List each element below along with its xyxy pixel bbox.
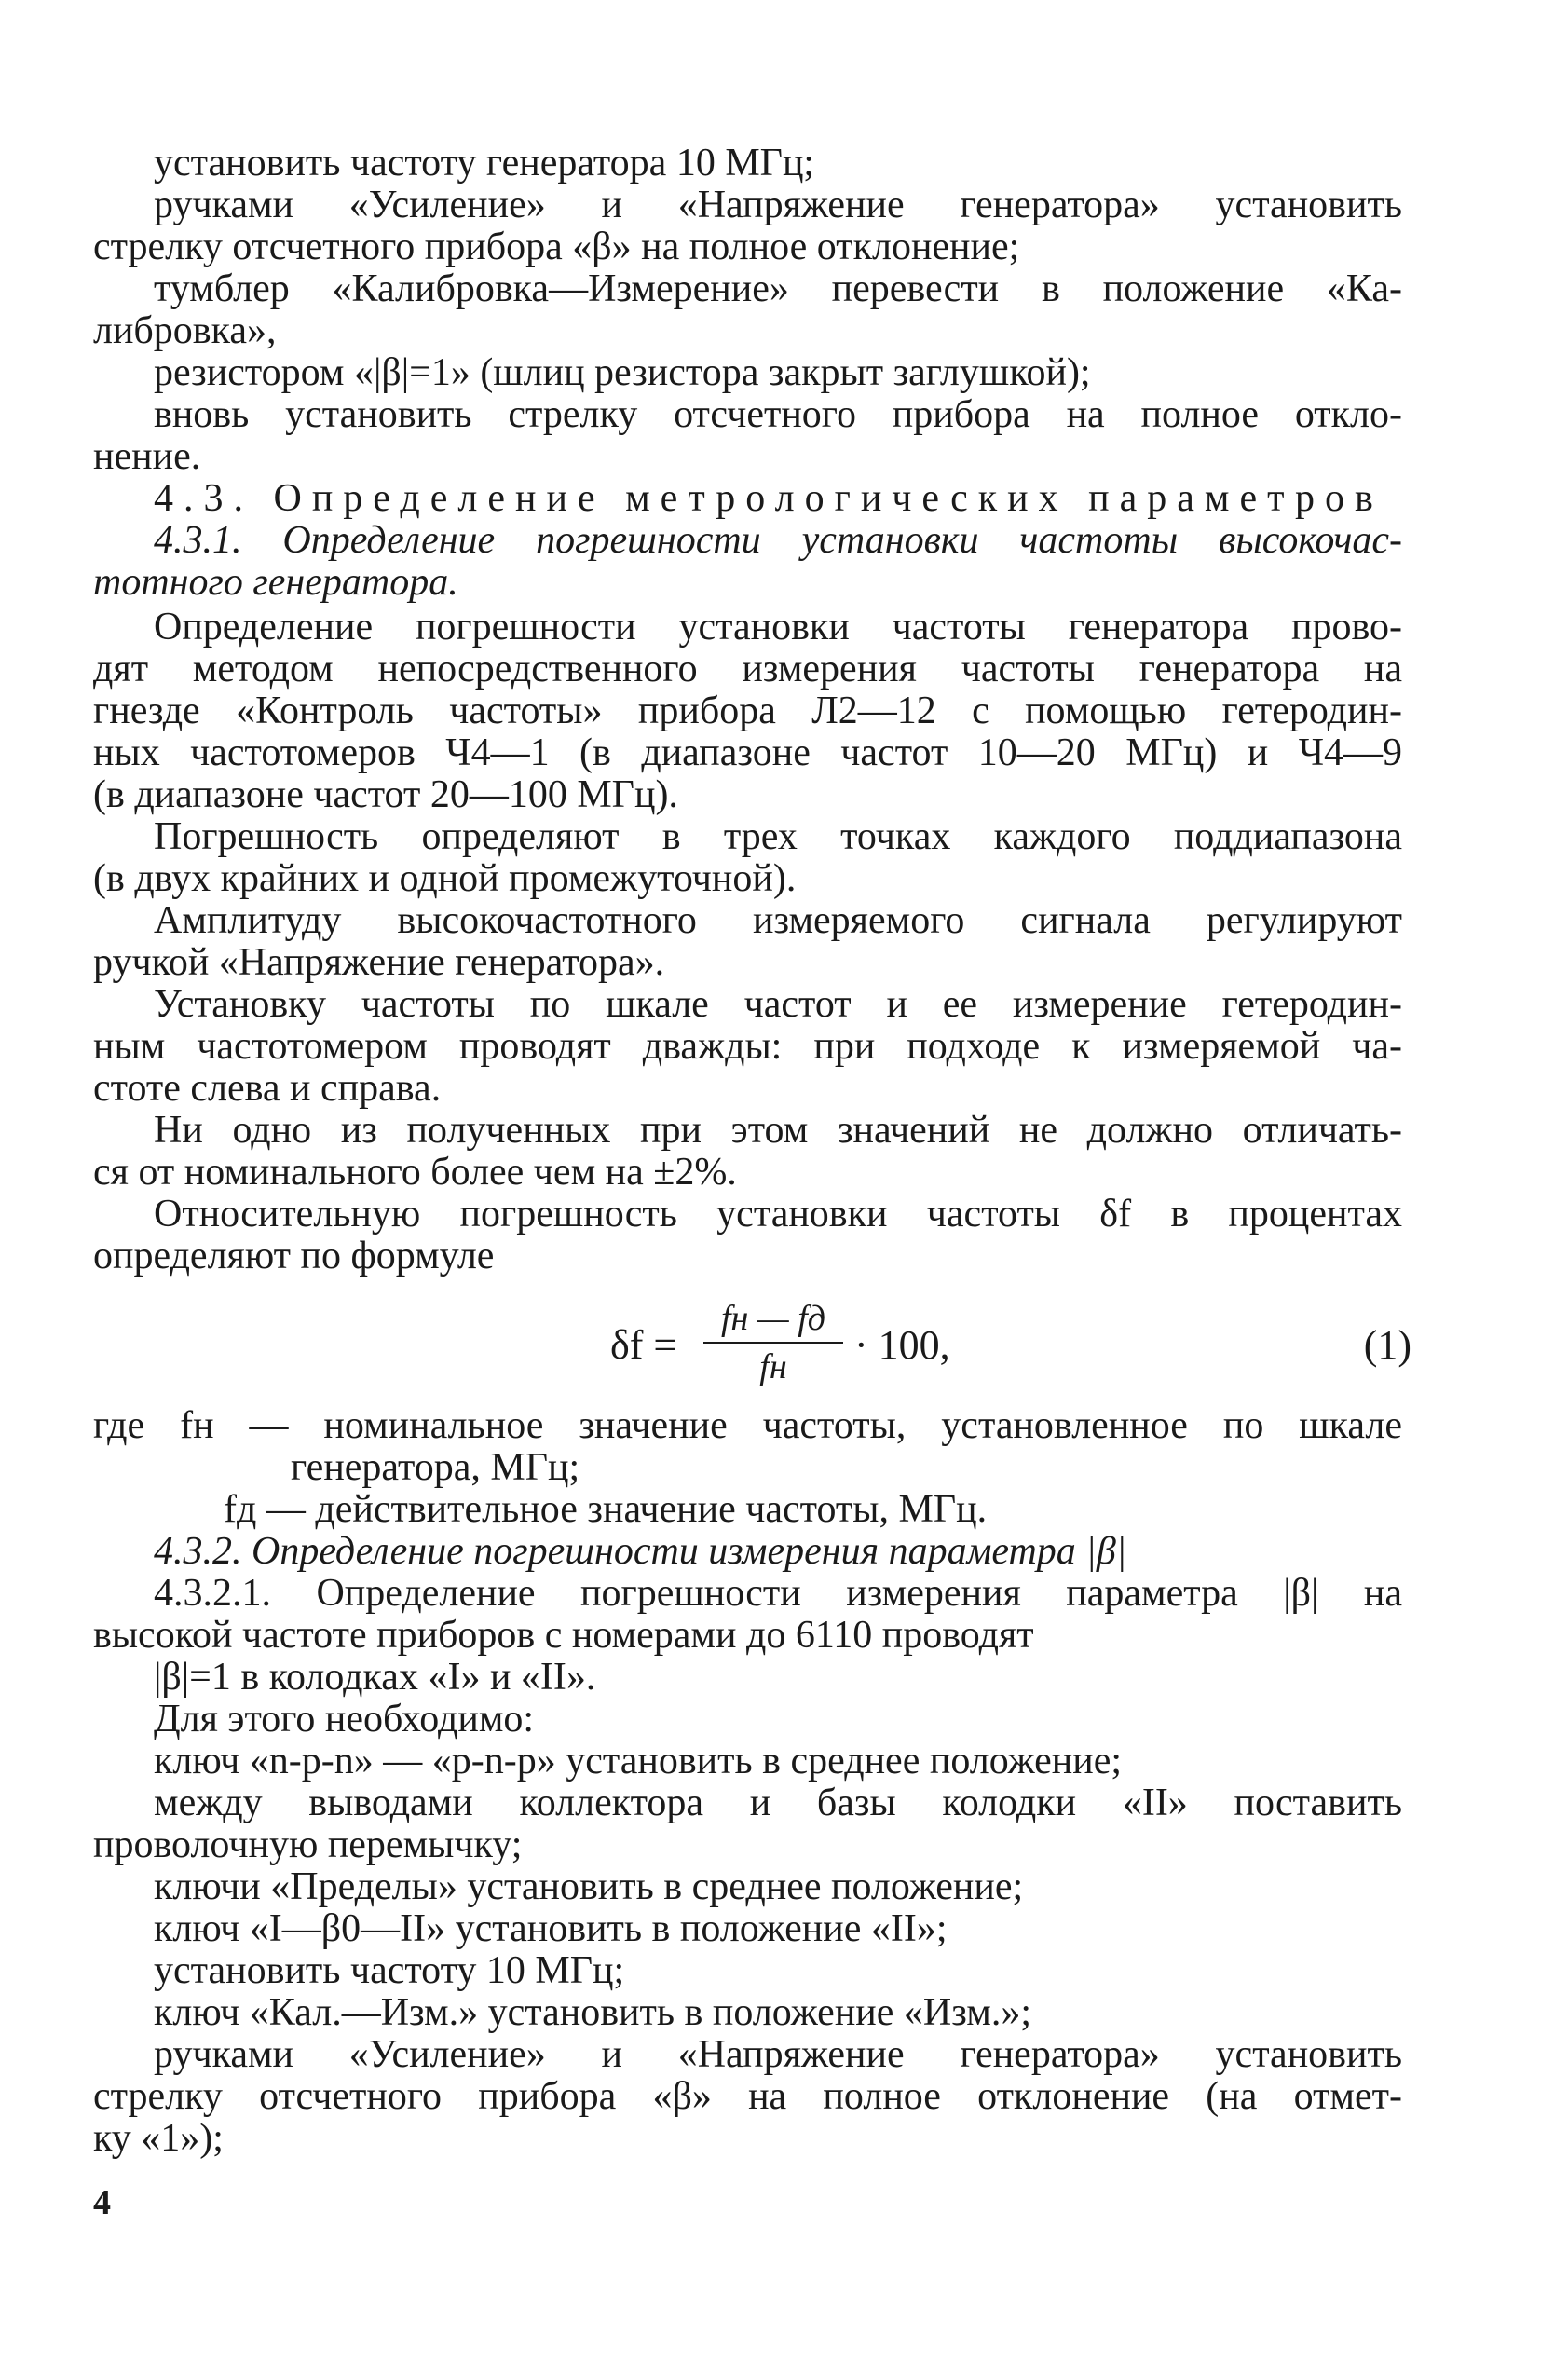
text-line: ся от номинального более чем на ±2%. <box>93 1151 737 1194</box>
formula-denominator: fн <box>759 1347 787 1386</box>
text-line: (в двух крайних и одной промежуточной). <box>93 857 797 900</box>
text-line: либровка», <box>93 309 277 352</box>
formula-rest: · 100, <box>854 1322 950 1368</box>
text-line: установить частоту генератора 10 МГц; <box>154 142 815 184</box>
text-line: ключ «Кал.—Изм.» установить в положение «Изм.»; <box>154 1991 1031 2034</box>
text-line: Амплитуду высокочастотного измеряемого сигнала регулируют <box>154 899 1402 942</box>
text-line: ных частотомеров Ч4—1 (в диапазоне частот 10—20 МГц) и Ч4—9 <box>93 731 1402 774</box>
text-line: ручками «Усиление» и «Напряжение генератора» установить <box>154 184 1402 226</box>
text-line: ным частотомером проводят дважды: при подходе к измеряемой ча- <box>93 1025 1402 1068</box>
where-line: генератора, МГц; <box>291 1446 580 1489</box>
text-line: установить частоту 10 МГц; <box>154 1949 625 1992</box>
text-line: между выводами коллектора и базы колодки «II» поставить <box>154 1782 1402 1824</box>
text-line: (в диапазоне частот 20—100 МГц). <box>93 773 678 816</box>
text-line: Ни одно из полученных при этом значений не должно отличать- <box>154 1109 1402 1152</box>
where-line: где fн — номинальное значение частоты, установленное по шкале <box>93 1404 1402 1447</box>
formula-number: (1) <box>1363 1322 1411 1368</box>
text-line: ключ «n-p-n» — «p-n-p» установить в среднее положение; <box>154 1740 1123 1782</box>
text-line: Относительную погрешность установки частоты δf в процентах <box>154 1193 1402 1236</box>
text-line: Установку частоты по шкале частот и ее измерение гетеродин- <box>154 983 1402 1026</box>
where-line: fд — действительное значение частоты, МГц. <box>224 1488 988 1531</box>
text-line: резистором «|β|=1» (шлиц резистора закрыт заглушкой); <box>154 351 1091 394</box>
text-line: высокой частоте приборов с номерами до 6110 проводят <box>93 1614 1034 1657</box>
text-line: определяют по формуле <box>93 1235 495 1277</box>
text-line: вновь установить стрелку отсчетного прибора на полное откло- <box>154 393 1402 436</box>
formula-fraction <box>703 1295 843 1390</box>
subsection-heading: тотного генератора. <box>93 561 458 604</box>
subsection-heading: 4.3.2. Определение погрешности измерения параметра |β| <box>154 1530 1127 1573</box>
text-line: ручкой «Напряжение генератора». <box>93 941 665 984</box>
text-line: |β|=1 в колодках «I» и «II». <box>154 1656 596 1699</box>
text-line: Для этого необходимо: <box>154 1698 535 1741</box>
formula <box>610 1295 1411 1398</box>
text-line: дят методом непосредственного измерения частоты генератора на <box>93 648 1402 690</box>
text-line: ключ «I—β0—II» установить в положение «II»; <box>154 1907 948 1950</box>
text-line: Определение погрешности установки частоты генератора прово- <box>154 606 1402 649</box>
text-line: стрелку отсчетного прибора «β» на полное отклонение; <box>93 225 1020 268</box>
text-line: нение. <box>93 435 201 478</box>
text-line: стрелку отсчетного прибора «β» на полное отклонение (на отмет- <box>93 2075 1402 2118</box>
text-line: ключи «Пределы» установить в среднее положение; <box>154 1865 1024 1908</box>
text-line: ручками «Усиление» и «Напряжение генератора» установить <box>154 2033 1402 2076</box>
text-line: проволочную перемычку; <box>93 1823 523 1866</box>
text-line: ку «1»); <box>93 2117 224 2160</box>
text-line: 4.3.2.1. Определение погрешности измерения параметра |β| на <box>154 1572 1402 1615</box>
section-heading: 4.3. Определение метрологических параметров <box>154 477 1384 520</box>
subsection-heading: 4.3.1. Определение погрешности установки частоты высокочас- <box>154 519 1402 562</box>
formula-lhs: δf = <box>610 1322 677 1368</box>
text-line: Погрешность определяют в трех точках каждого поддиапазона <box>154 815 1402 858</box>
text-line: стоте слева и справа. <box>93 1067 442 1110</box>
text-line: гнезде «Контроль частоты» прибора Л2—12 с помощью гетеродин- <box>93 690 1402 732</box>
page-number: 4 <box>93 2183 111 2222</box>
text-line: тумблер «Калибровка—Измерение» перевести в положение «Ка- <box>154 267 1402 310</box>
formula-numerator: fн — fд <box>703 1295 843 1344</box>
